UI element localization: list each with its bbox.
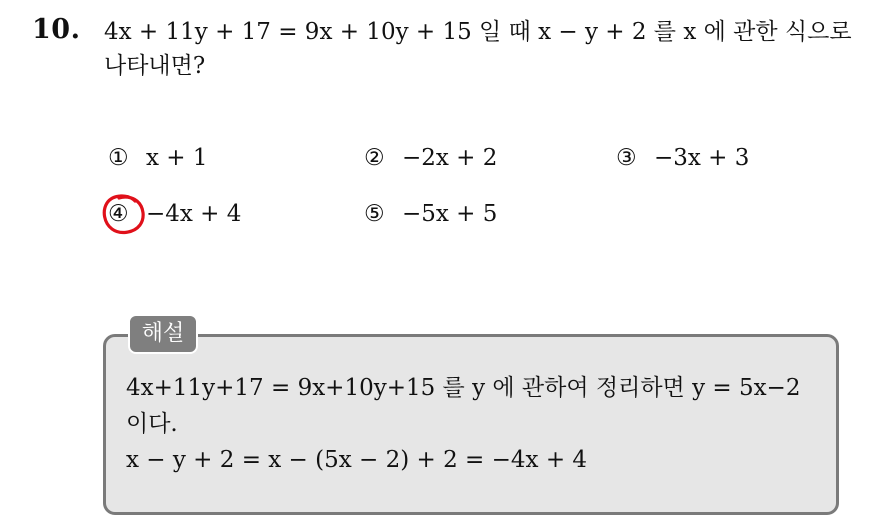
choice-5-mark: ⑤ xyxy=(364,201,385,227)
choice-3-text: −3x + 3 xyxy=(654,145,750,171)
selected-answer-circle-mark xyxy=(101,192,147,236)
choice-2-text: −2x + 2 xyxy=(402,145,498,171)
question-text xyxy=(104,15,874,83)
choice-3-mark: ③ xyxy=(616,145,637,171)
choice-4-mark: ④ xyxy=(108,201,129,227)
choice-5[interactable] xyxy=(364,198,497,230)
choice-2-mark: ② xyxy=(364,145,385,171)
choice-1[interactable] xyxy=(108,142,208,174)
choice-1-mark: ① xyxy=(108,145,129,171)
choice-4-text: −4x + 4 xyxy=(146,201,242,227)
question-line-1: 4x + 11y + 17 = 9x + 10y + 15 일 때 x − y + 2 를 x 에 관한 식으로 xyxy=(104,19,852,45)
solution-line-1: 4x+11y+17 = 9x+10y+15 를 y 에 관하여 정리하면 y = 5x−2 xyxy=(126,375,801,401)
solution-line-2: 이다. xyxy=(126,411,178,437)
answer-choices xyxy=(108,140,868,240)
choice-5-text: −5x + 5 xyxy=(402,201,498,227)
question-number: 10. xyxy=(32,14,81,45)
solution-tab-label: 해설 xyxy=(128,314,198,354)
solution-text xyxy=(126,370,826,478)
question-line-2: 나타내면? xyxy=(104,53,206,79)
choice-2[interactable] xyxy=(364,142,497,174)
solution-line-3: x − y + 2 = x − (5x − 2) + 2 = −4x + 4 xyxy=(126,447,588,473)
choice-3[interactable] xyxy=(616,142,749,174)
choice-1-text: x + 1 xyxy=(146,145,208,171)
